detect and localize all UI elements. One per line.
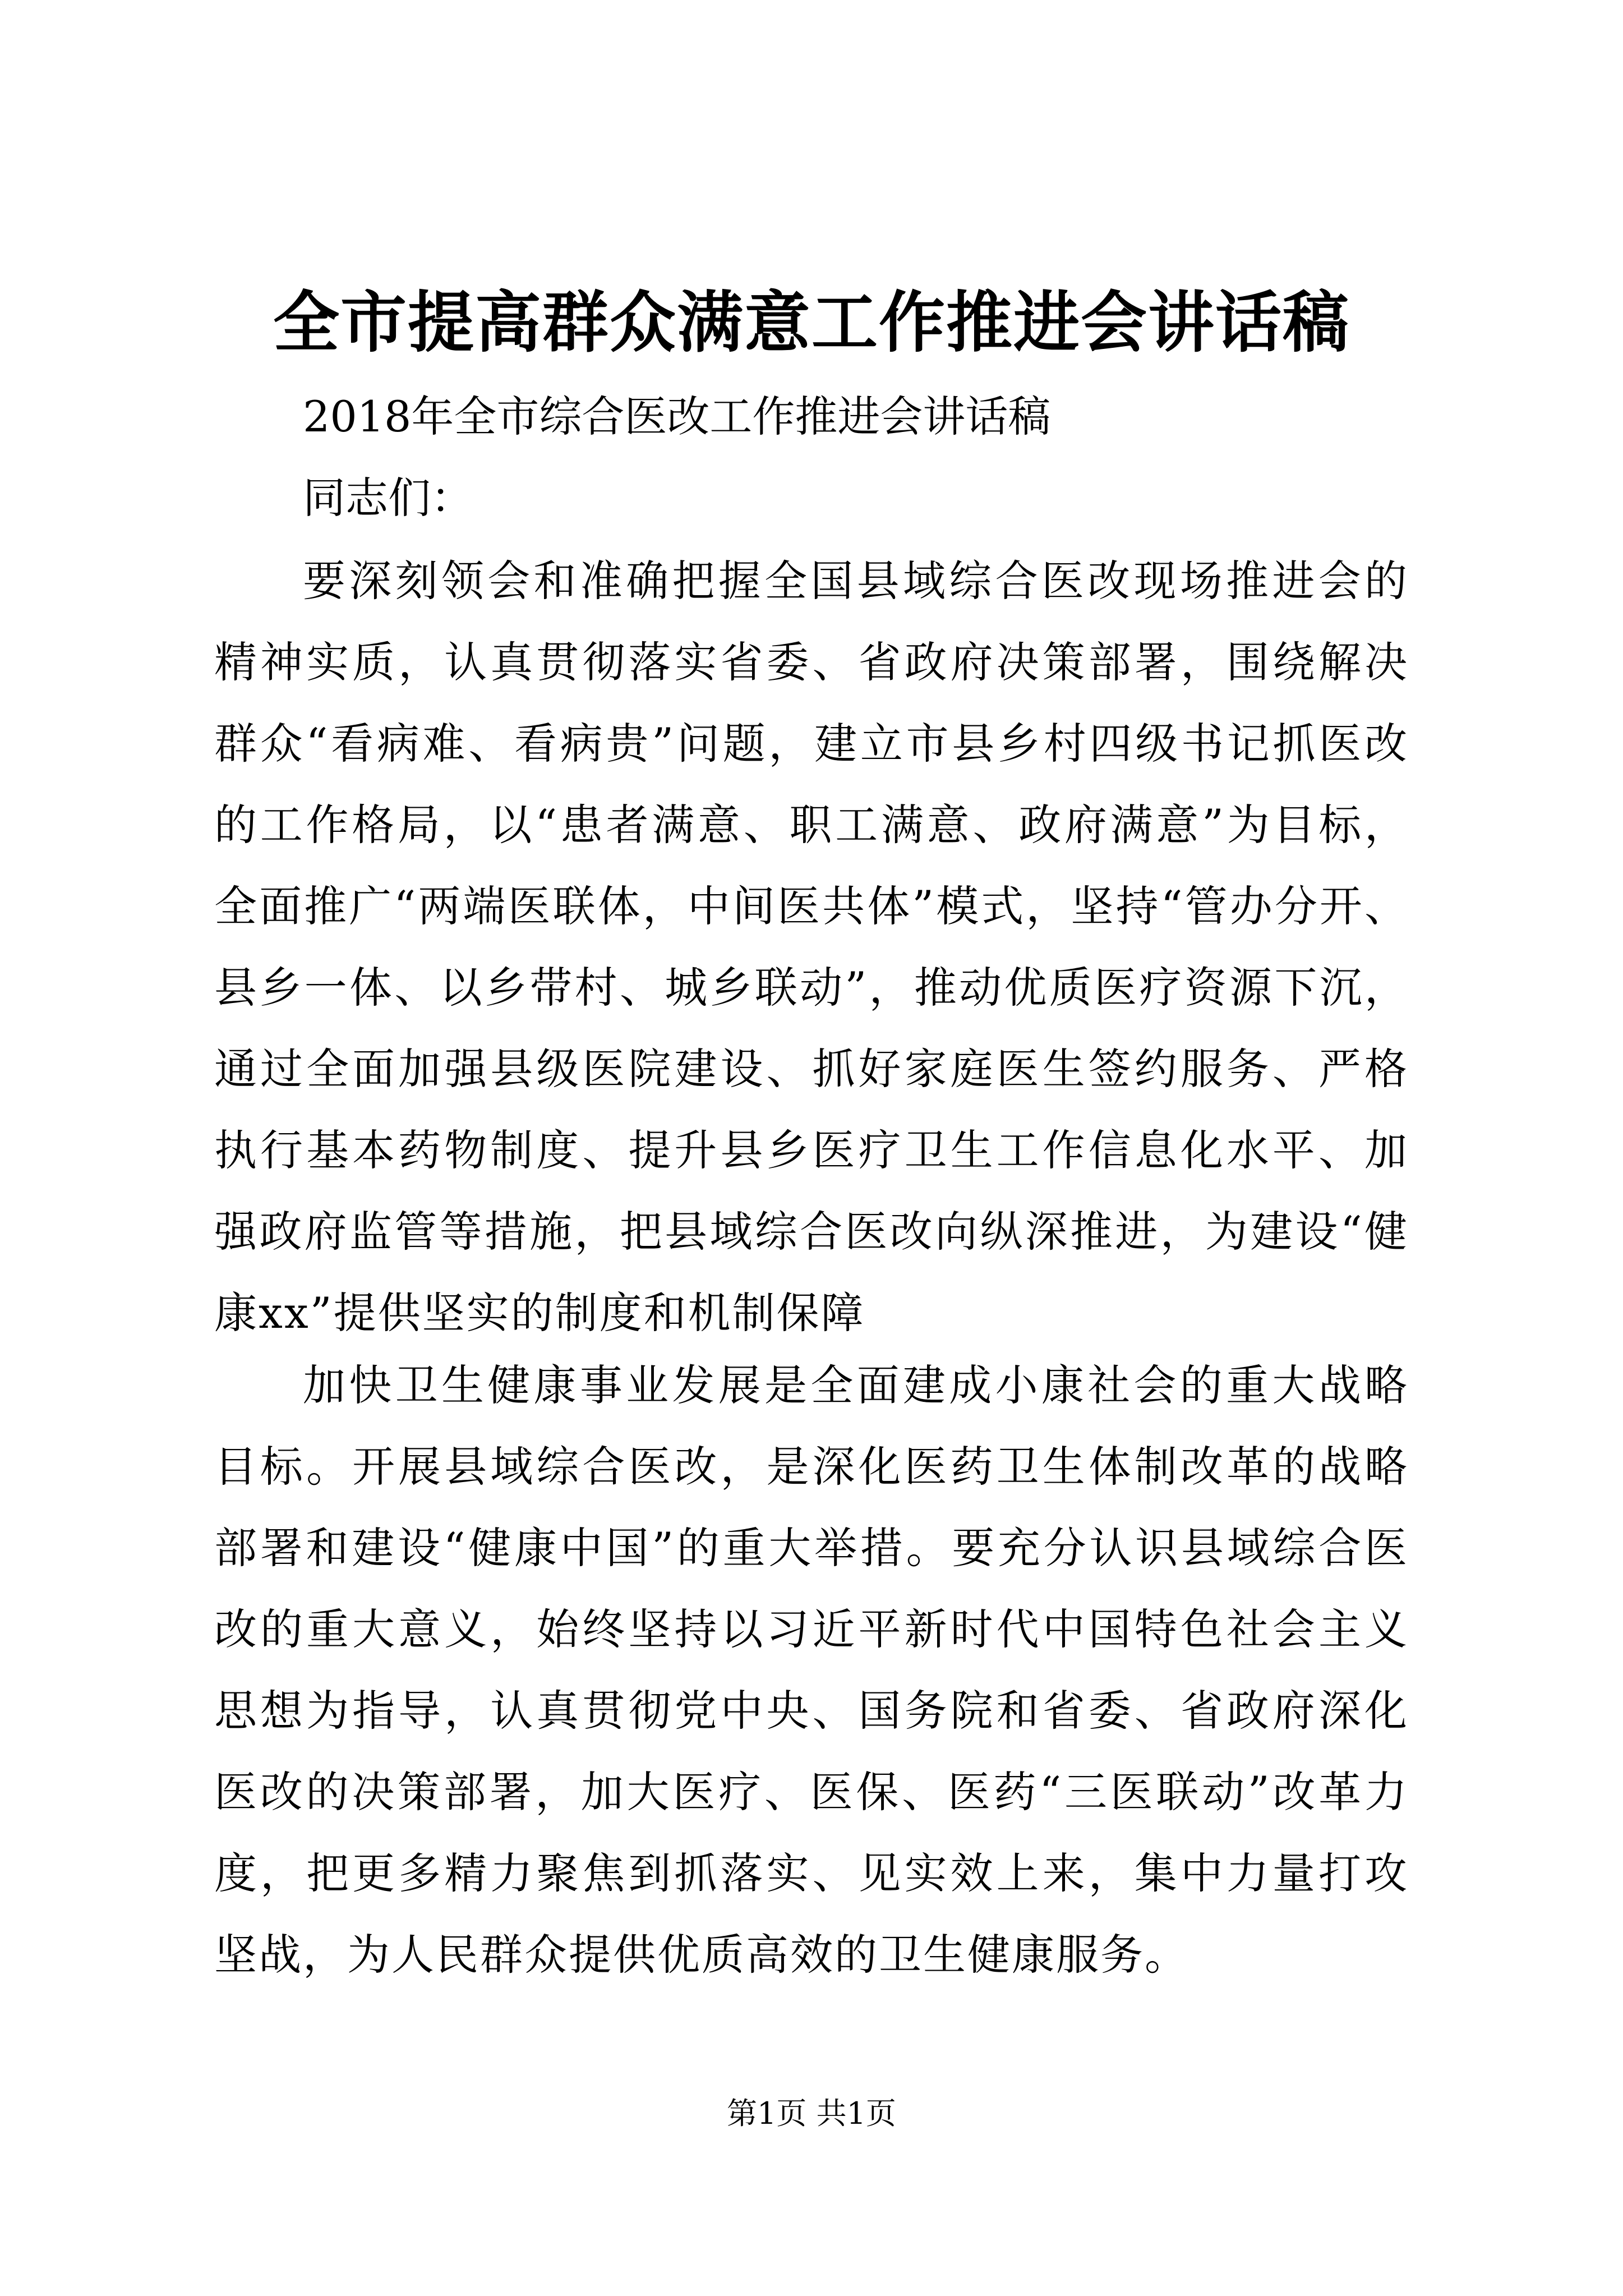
- document-subtitle: 2018年全市综合医改工作推进会讲话稿: [303, 392, 1051, 441]
- document-title: 全市提高群众满意工作推进会讲话稿: [273, 283, 1350, 361]
- body-paragraph: 加快卫生健康事业发展是全面建成小康社会的重大战略目标。开展县域综合医改，是深化医药卫生体制改革的战略部署和建设“健康中国”的重大举措。要充分认识县域综合医改的重大意义，始终坚持以习近平新时代中国特色社会主义思想为指导，认真贯彻党中央、国务院和省委、省政府深化医改的决策部署，加大医疗、医保、医药“三医联动”改革力度，把更多精力聚焦到抓落实、见实效上来，集中力量打攻坚战，为人民群众提供优质高效的卫生健康服务。: [214, 1360, 1409, 1980]
- body-paragraph: 要深刻领会和准确把握全国县域综合医改现场推进会的精神实质，认真贯彻落实省委、省政府决策部署，围绕解决群众“看病难、看病贵”问题，建立市县乡村四级书记抓医改的工作格局，以“患者满意、职工满意、政府满意”为目标，全面推广“两端医联体，中间医共体”模式，坚持“管办分开、县乡一体、以乡带村、城乡联动”，推动优质医疗资源下沉，通过全面加强县级医院建设、抓好家庭医生签约服务、严格执行基本药物制度、提升县乡医疗卫生工作信息化水平、加强政府监管等措施，把县域综合医改向纵深推进，为建设“健康xx”提供坚实的制度和机制保障: [214, 556, 1409, 1338]
- page-footer: 第1页 共1页: [727, 2096, 896, 2131]
- salutation: 同志们：: [303, 473, 473, 523]
